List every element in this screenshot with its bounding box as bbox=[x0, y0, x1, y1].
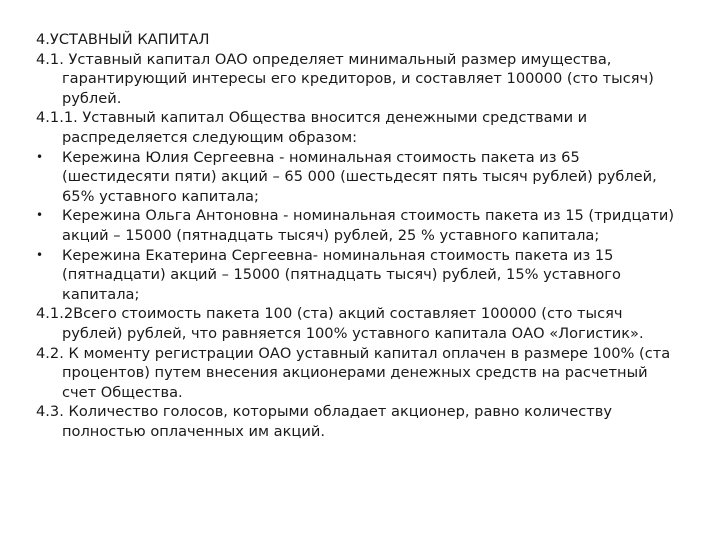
list-item bbox=[36, 206, 676, 245]
bullet-icon: • bbox=[36, 208, 44, 223]
paragraph-4-1: 4.1. Уставный капитал ОАО определяет минимальный размер имущества, гарантирующий интересы его кредиторов, и составляет 100000 (сто тысяч) рублей. bbox=[36, 50, 654, 107]
bullet-icon: • bbox=[36, 247, 44, 262]
list-item-text: Кережина Юлия Сергеевна - номинальная стоимость пакета из 65 (шестидесяти пяти) акций – 65 000 (шестьдесят пять тысяч рублей) рублей, 65% уставного капитала; bbox=[62, 148, 657, 205]
list-item bbox=[36, 148, 676, 207]
bullet-icon: • bbox=[36, 149, 44, 164]
list-item-text: Кережина Ольга Антоновна - номинальная стоимость пакета из 15 (тридцати) акций – 15000 (пятнадцать тысяч) рублей, 25 % уставного капитала; bbox=[62, 207, 675, 244]
list-item-text: Кережина Екатерина Сергеевна- номинальная стоимость пакета из 15 (пятнадцати) акций – 15000 (пятнадцать тысяч) рублей, 15% уставного капитала; bbox=[62, 246, 621, 303]
list-item bbox=[36, 246, 676, 305]
section-heading: 4.УСТАВНЫЙ КАПИТАЛ bbox=[36, 31, 210, 48]
paragraph-4-1-1: 4.1.1. Уставный капитал Общества вносится денежными средствами и распределяется следующим образом: bbox=[36, 109, 588, 146]
document-body bbox=[36, 30, 676, 441]
paragraph-4-1-2: 4.1.2Всего стоимость пакета 100 (ста) акций составляет 100000 (сто тысяч рублей) рублей, что равняется 100% уставного капитала ОАО «Логистик». bbox=[36, 305, 644, 342]
paragraph-4-3: 4.3. Количество голосов, которыми обладает акционер, равно количеству полностью оплаченных им акций. bbox=[36, 403, 613, 440]
paragraph-4-2: 4.2. К моменту регистрации ОАО уставный капитал оплачен в размере 100% (ста процентов) путем внесения акционерами денежных средств на расчетный счет Общества. bbox=[36, 344, 671, 401]
